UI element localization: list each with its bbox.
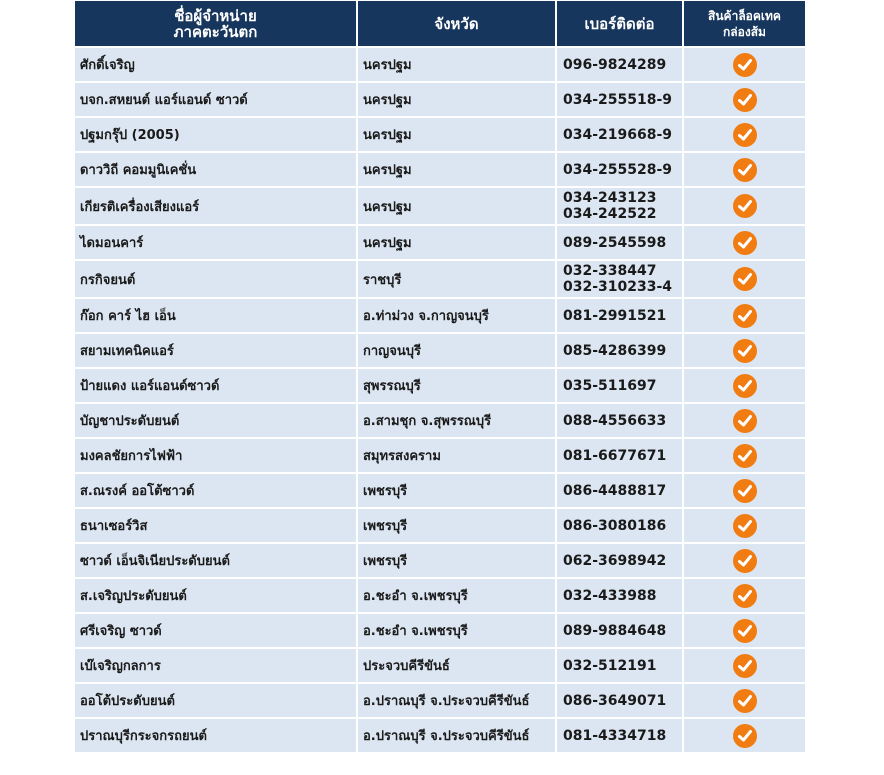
- table-row: [74, 298, 806, 333]
- phone-number: 081-4334718: [563, 727, 667, 744]
- dealer-phone: [556, 260, 683, 298]
- dealer-phone: [556, 47, 683, 82]
- dealer-province: นครปฐม: [357, 187, 556, 225]
- dealer-province: ประจวบคีรีขันธ์: [357, 648, 556, 683]
- dealer-name: มงคลชัยการไฟฟ้า: [74, 438, 357, 473]
- dealer-name: ไดมอนคาร์: [74, 225, 357, 260]
- product-available: [683, 333, 806, 368]
- phone-number: 034-243123: [563, 190, 657, 206]
- dealer-name: ปราณบุรีกระจกรถยนต์: [74, 718, 357, 753]
- table-row: [74, 152, 806, 187]
- dealer-phone: [556, 578, 683, 613]
- check-circle-icon: [733, 53, 757, 77]
- product-available: [683, 117, 806, 152]
- dealer-province: สุพรรณบุรี: [357, 368, 556, 403]
- dealer-phone: [556, 508, 683, 543]
- dealer-province: นครปฐม: [357, 117, 556, 152]
- product-available: [683, 648, 806, 683]
- check-circle-icon: [733, 654, 757, 678]
- dealer-name: ปฐมกรุ๊ป (2005): [74, 117, 357, 152]
- dealer-phone: [556, 152, 683, 187]
- dealer-province: เพชรบุรี: [357, 508, 556, 543]
- dealer-phone: [556, 82, 683, 117]
- phone-number: 088-4556633: [563, 412, 667, 429]
- table-row: [74, 333, 806, 368]
- dealer-province: อ.ชะอำ จ.เพชรบุรี: [357, 578, 556, 613]
- dealer-name: สยามเทคนิคแอร์: [74, 333, 357, 368]
- check-circle-icon: [733, 724, 757, 748]
- header-province: จังหวัด: [357, 0, 556, 47]
- dealer-province: อ.ท่าม่วง จ.กาญจนบุรี: [357, 298, 556, 333]
- phone-number: 089-2545598: [563, 234, 667, 251]
- dealer-province: นครปฐม: [357, 82, 556, 117]
- check-circle-icon: [733, 158, 757, 182]
- product-available: [683, 403, 806, 438]
- dealer-name: ส.เจริญประดับยนต์: [74, 578, 357, 613]
- check-circle-icon: [733, 444, 757, 468]
- dealer-name: ศรีเจริญ ซาวด์: [74, 613, 357, 648]
- product-available: [683, 473, 806, 508]
- check-circle-icon: [733, 374, 757, 398]
- header-product-line1: สินค้าล็อคเทค: [708, 8, 781, 23]
- table-row: [74, 187, 806, 225]
- dealer-phone: [556, 368, 683, 403]
- dealer-province: อ.ปราณบุรี จ.ประจวบคีรีขันธ์: [357, 718, 556, 753]
- table-row: [74, 82, 806, 117]
- phone-number: 086-3080186: [563, 517, 667, 534]
- product-available: [683, 298, 806, 333]
- product-available: [683, 47, 806, 82]
- header-product-line2: กล่องส้ม: [723, 24, 766, 39]
- check-circle-icon: [733, 231, 757, 255]
- dealer-name: กรกิจยนต์: [74, 260, 357, 298]
- phone-number: 062-3698942: [563, 552, 667, 569]
- phone-number: 034-255528-9: [563, 161, 673, 178]
- header-dealer: [74, 0, 357, 47]
- product-available: [683, 508, 806, 543]
- table-row: [74, 543, 806, 578]
- table-row: [74, 718, 806, 753]
- dealer-province: อ.ปราณบุรี จ.ประจวบคีรีขันธ์: [357, 683, 556, 718]
- check-circle-icon: [733, 619, 757, 643]
- check-circle-icon: [733, 409, 757, 433]
- table-row: [74, 613, 806, 648]
- product-available: [683, 260, 806, 298]
- dealer-phone: [556, 613, 683, 648]
- dealer-name: เบ๊เจริญกลการ: [74, 648, 357, 683]
- check-circle-icon: [733, 123, 757, 147]
- dealer-name: ส.ณรงค์ ออโต้ซาวด์: [74, 473, 357, 508]
- check-circle-icon: [733, 479, 757, 503]
- product-available: [683, 718, 806, 753]
- dealer-province: เพชรบุรี: [357, 543, 556, 578]
- table-row: [74, 648, 806, 683]
- dealer-province: ราชบุรี: [357, 260, 556, 298]
- phone-number: 034-255518-9: [563, 91, 673, 108]
- dealer-phone: [556, 333, 683, 368]
- dealer-province: นครปฐม: [357, 225, 556, 260]
- dealer-province: อ.ชะอำ จ.เพชรบุรี: [357, 613, 556, 648]
- product-available: [683, 152, 806, 187]
- dealer-name: ซาวด์ เอ็นจิเนียประดับยนต์: [74, 543, 357, 578]
- dealer-province: นครปฐม: [357, 152, 556, 187]
- table-row: [74, 225, 806, 260]
- dealer-phone: [556, 648, 683, 683]
- dealer-phone: [556, 438, 683, 473]
- product-available: [683, 438, 806, 473]
- dealer-name: ดาววิถี คอมมูนิเคชั่น: [74, 152, 357, 187]
- dealer-province: กาญจนบุรี: [357, 333, 556, 368]
- dealer-table-container: [74, 0, 808, 775]
- table-header-row: [74, 0, 806, 47]
- table-row: [74, 117, 806, 152]
- product-available: [683, 225, 806, 260]
- product-available: [683, 82, 806, 117]
- table-row: [74, 578, 806, 613]
- phone-number: 081-6677671: [563, 447, 667, 464]
- dealer-province: อ.สามชุก จ.สุพรรณบุรี: [357, 403, 556, 438]
- phone-number: 032-338447: [563, 263, 657, 279]
- table-row: [74, 683, 806, 718]
- header-dealer-line2: ภาคตะวันตก: [173, 22, 258, 41]
- phone-number: 086-4488817: [563, 482, 667, 499]
- dealer-name: บัญชาประดับยนต์: [74, 403, 357, 438]
- product-available: [683, 187, 806, 225]
- phone-number: 096-9824289: [563, 56, 667, 73]
- check-circle-icon: [733, 194, 757, 218]
- check-circle-icon: [733, 339, 757, 363]
- phone-number: 032-433988: [563, 587, 657, 604]
- phone-number: 081-2991521: [563, 307, 667, 324]
- dealer-phone: [556, 298, 683, 333]
- dealer-name: ก๊อก คาร์ ไฮ เอ็น: [74, 298, 357, 333]
- check-circle-icon: [733, 267, 757, 291]
- phone-number: 085-4286399: [563, 342, 667, 359]
- table-row: [74, 508, 806, 543]
- dealer-name: ป้ายแดง แอร์แอนด์ซาวด์: [74, 368, 357, 403]
- header-product: [683, 0, 806, 47]
- check-circle-icon: [733, 88, 757, 112]
- dealer-table: [74, 0, 806, 753]
- dealer-phone: [556, 187, 683, 225]
- dealer-phone: [556, 473, 683, 508]
- dealer-province: เพชรบุรี: [357, 473, 556, 508]
- dealer-province: นครปฐม: [357, 47, 556, 82]
- dealer-name: เกียรติเครื่องเสียงแอร์: [74, 187, 357, 225]
- table-row: [74, 260, 806, 298]
- check-circle-icon: [733, 549, 757, 573]
- product-available: [683, 613, 806, 648]
- header-dealer-line1: ชื่อผู้จำหน่าย: [174, 6, 257, 25]
- phone-number: 034-219668-9: [563, 126, 673, 143]
- table-row: [74, 473, 806, 508]
- dealer-phone: [556, 718, 683, 753]
- product-available: [683, 543, 806, 578]
- dealer-phone: [556, 543, 683, 578]
- phone-number: 089-9884648: [563, 622, 667, 639]
- header-phone: เบอร์ติดต่อ: [556, 0, 683, 47]
- product-available: [683, 368, 806, 403]
- dealer-phone: [556, 225, 683, 260]
- dealer-province: สมุทรสงคราม: [357, 438, 556, 473]
- phone-number: 035-511697: [563, 377, 657, 394]
- table-row: [74, 403, 806, 438]
- table-row: [74, 368, 806, 403]
- dealer-name: ออโต้ประดับยนต์: [74, 683, 357, 718]
- phone-number: 032-512191: [563, 657, 657, 674]
- table-row: [74, 47, 806, 82]
- dealer-name: ธนาเซอร์วิส: [74, 508, 357, 543]
- check-circle-icon: [733, 689, 757, 713]
- phone-number: 034-242522: [563, 206, 657, 222]
- check-circle-icon: [733, 584, 757, 608]
- check-circle-icon: [733, 304, 757, 328]
- product-available: [683, 578, 806, 613]
- dealer-phone: [556, 403, 683, 438]
- phone-number: 086-3649071: [563, 692, 667, 709]
- check-circle-icon: [733, 514, 757, 538]
- dealer-name: บจก.สหยนต์ แอร์แอนด์ ซาวด์: [74, 82, 357, 117]
- dealer-phone: [556, 117, 683, 152]
- product-available: [683, 683, 806, 718]
- table-body: [74, 47, 806, 753]
- phone-number: 032-310233-4: [563, 279, 673, 295]
- table-row: [74, 438, 806, 473]
- dealer-name: ศักดิ์เจริญ: [74, 47, 357, 82]
- dealer-phone: [556, 683, 683, 718]
